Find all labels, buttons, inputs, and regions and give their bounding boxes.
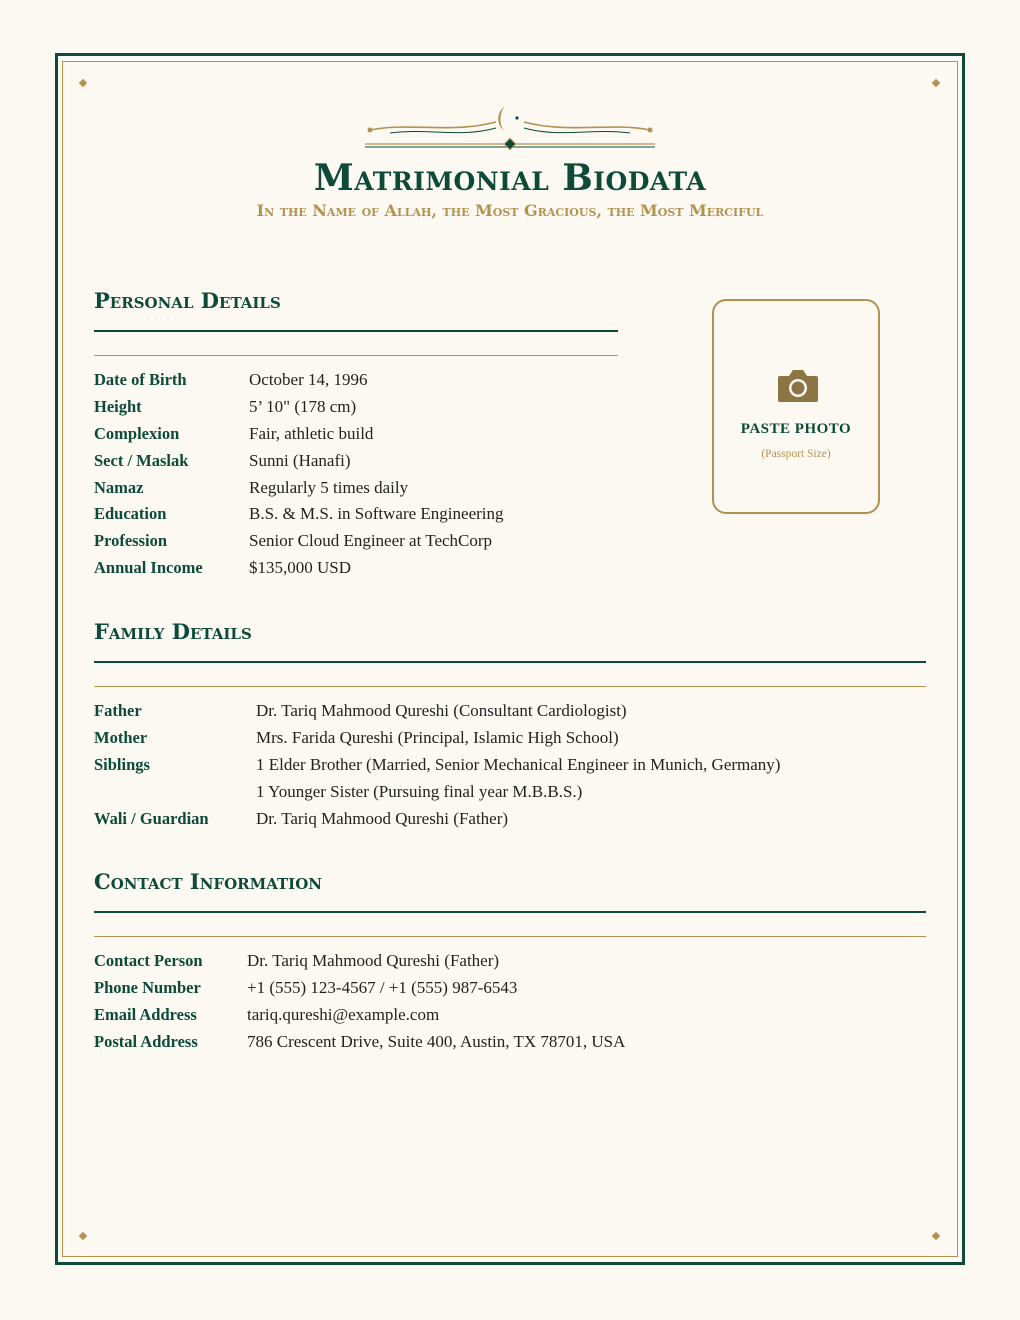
detail-label: Namaz xyxy=(94,477,144,497)
crescent-ornament-icon xyxy=(360,100,660,155)
detail-value: Mrs. Farida Qureshi (Principal, Islamic High School) xyxy=(256,728,619,748)
detail-row xyxy=(94,805,780,832)
detail-row xyxy=(94,1002,625,1029)
detail-row xyxy=(94,752,780,779)
detail-label: Wali / Guardian xyxy=(94,808,209,828)
family-details-heading: Family Details xyxy=(94,619,252,644)
document-title: Matrimonial Biodata xyxy=(313,157,707,199)
section-divider xyxy=(94,661,926,663)
detail-value: Dr. Tariq Mahmood Qureshi (Consultant Cardiologist) xyxy=(256,701,627,721)
detail-label: Profession xyxy=(94,531,168,551)
detail-label: Email Address xyxy=(94,1004,197,1024)
detail-row xyxy=(94,555,504,582)
paste-photo-label: PASTE PHOTO xyxy=(740,421,852,437)
detail-label: Phone Number xyxy=(94,978,201,998)
personal-details-list xyxy=(94,367,504,581)
detail-value: 5’ 10" (178 cm) xyxy=(249,397,357,417)
detail-label: Siblings xyxy=(94,754,150,774)
family-details-list xyxy=(94,698,780,832)
detail-value: B.S. & M.S. in Software Engineering xyxy=(249,504,504,524)
detail-row xyxy=(94,948,625,975)
detail-row xyxy=(94,501,504,528)
contact-information-heading: Contact Information xyxy=(94,869,322,894)
bismillah-subtitle: In the Name of Allah, the Most Gracious, the Most Merciful xyxy=(256,201,764,220)
section-divider xyxy=(94,355,618,356)
detail-value: Dr. Tariq Mahmood Qureshi (Father) xyxy=(256,808,509,828)
detail-row xyxy=(94,367,504,394)
detail-label: Annual Income xyxy=(94,557,203,577)
detail-value: Sunni (Hanafi) xyxy=(249,450,351,470)
detail-row xyxy=(94,447,504,474)
section-divider xyxy=(94,686,926,687)
passport-size-note: (Passport Size) xyxy=(761,448,831,460)
detail-label: Height xyxy=(94,397,142,417)
detail-value: +1 (555) 123-4567 / +1 (555) 987-6543 xyxy=(247,978,518,998)
personal-details-heading: Personal Details xyxy=(94,288,281,313)
section-divider xyxy=(94,911,926,913)
detail-value: tariq.qureshi@example.com xyxy=(247,1004,440,1024)
detail-value: Dr. Tariq Mahmood Qureshi (Father) xyxy=(247,951,500,971)
detail-value: 1 Elder Brother (Married, Senior Mechanical Engineer in Munich, Germany) xyxy=(256,754,781,774)
detail-value: Fair, athletic build xyxy=(249,423,374,443)
detail-label: Contact Person xyxy=(94,951,203,971)
section-divider xyxy=(94,936,926,937)
detail-label: Father xyxy=(94,701,142,721)
detail-label: Education xyxy=(94,504,167,524)
detail-row xyxy=(94,725,780,752)
detail-value: 1 Younger Sister (Pursuing final year M.B.B.S.) xyxy=(256,781,583,801)
detail-label: Date of Birth xyxy=(94,370,187,390)
detail-row xyxy=(94,474,504,501)
detail-label: Sect / Maslak xyxy=(94,450,189,470)
detail-row xyxy=(94,778,780,805)
detail-label: Complexion xyxy=(94,423,180,443)
detail-label: Mother xyxy=(94,728,148,748)
detail-label: Postal Address xyxy=(94,1031,198,1051)
photo-placeholder[interactable] xyxy=(712,299,880,514)
detail-row xyxy=(94,421,504,448)
detail-row xyxy=(94,528,504,555)
detail-value: October 14, 1996 xyxy=(249,370,368,390)
detail-row xyxy=(94,698,780,725)
detail-value: Regularly 5 times daily xyxy=(249,477,409,497)
detail-value: 786 Crescent Drive, Suite 400, Austin, TX 78701, USA xyxy=(247,1031,626,1051)
contact-details-list xyxy=(94,948,625,1055)
page-border-inner xyxy=(62,61,958,1257)
detail-value: Senior Cloud Engineer at TechCorp xyxy=(249,531,493,551)
detail-row xyxy=(94,394,504,421)
detail-row xyxy=(94,975,625,1002)
camera-icon xyxy=(777,367,819,403)
detail-row xyxy=(94,1028,625,1055)
section-divider xyxy=(94,330,618,332)
detail-value: $135,000 USD xyxy=(249,557,352,577)
